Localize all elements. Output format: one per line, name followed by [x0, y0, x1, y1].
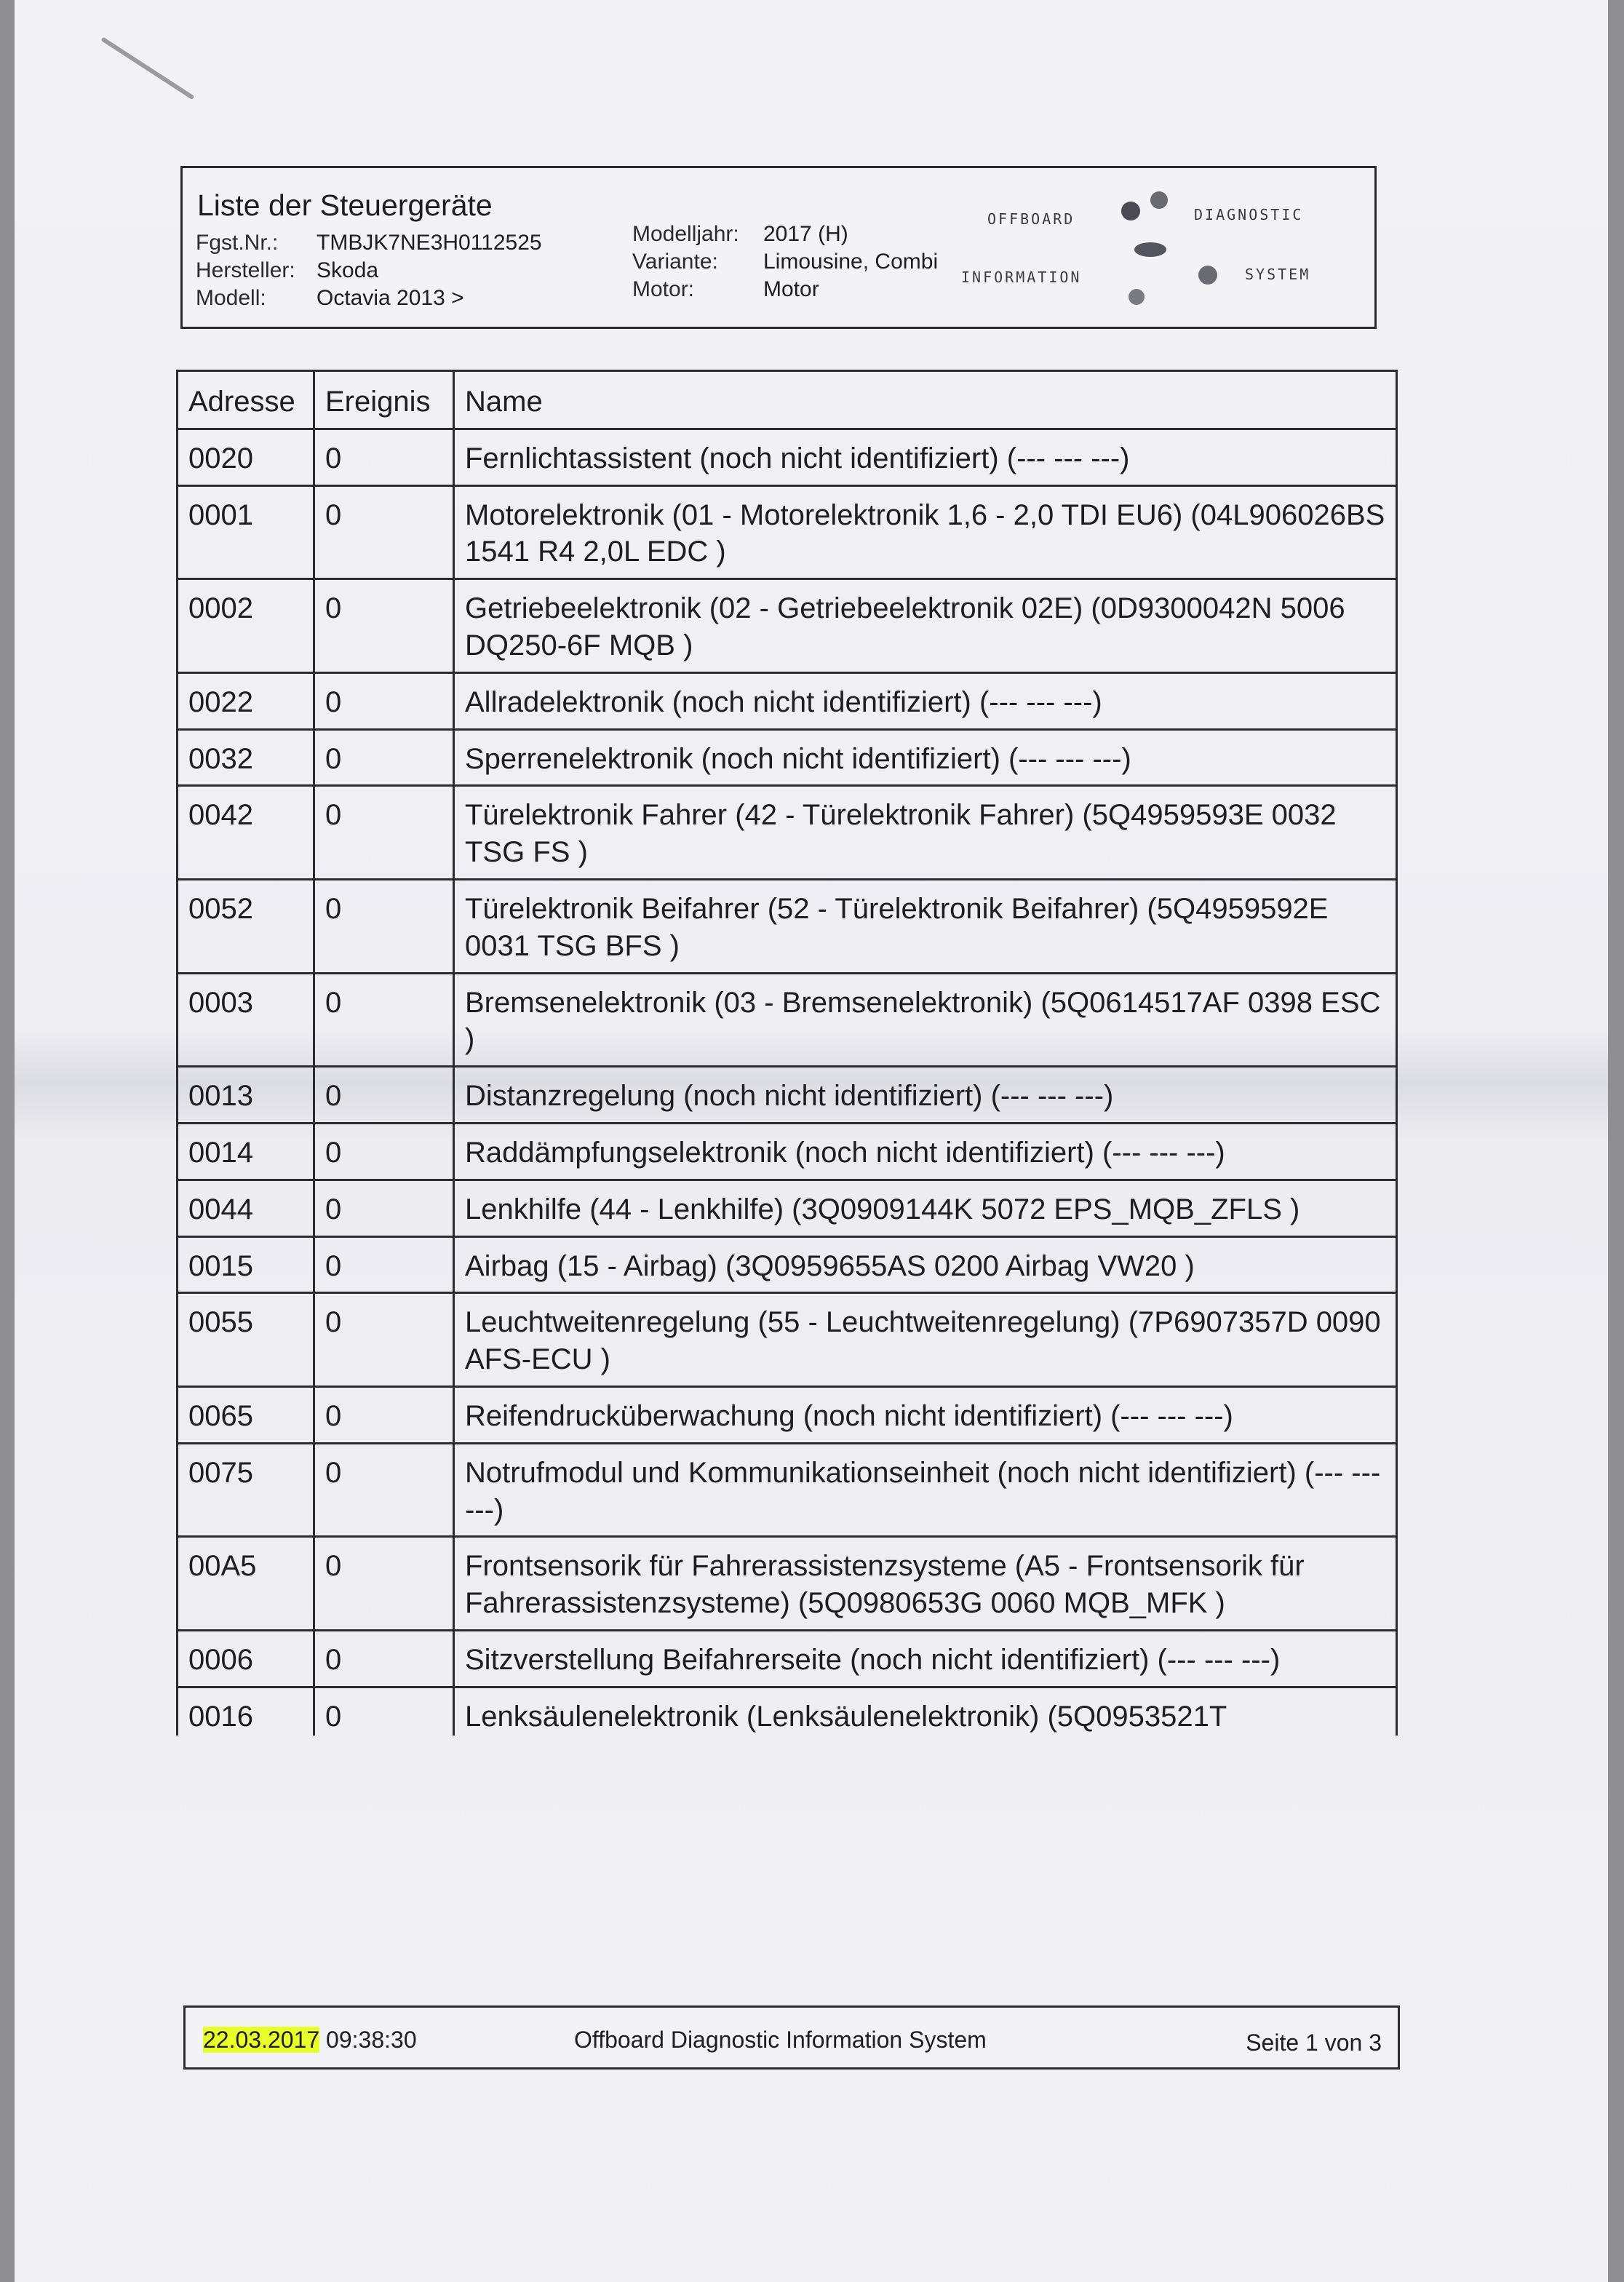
cell-adresse: 0016: [178, 1687, 314, 1735]
cell-ereignis: 0: [314, 1386, 454, 1443]
cell-name: Lenksäulenelektronik (Lenksäulenelektronik) (5Q0953521T: [454, 1687, 1397, 1735]
table-row: [178, 1293, 1397, 1387]
logo-word-system: SYSTEM: [1245, 266, 1311, 283]
cell-adresse: 0002: [178, 579, 314, 673]
logo-word-offboard: OFFBOARD: [987, 210, 1075, 228]
cell-name: Distanzregelung (noch nicht identifiziert) (--- --- ---): [454, 1067, 1397, 1124]
field-label: Fgst.Nr.:: [196, 231, 279, 255]
cell-ereignis: 0: [314, 1180, 454, 1236]
table-row: [178, 1067, 1397, 1124]
header-field-model: [196, 286, 464, 311]
cell-ereignis: 0: [314, 1687, 454, 1735]
page-number: Seite 1 von 3: [1246, 2029, 1382, 2056]
cell-adresse: 0015: [178, 1236, 314, 1293]
cell-ereignis: 0: [314, 1123, 454, 1180]
table-row: [178, 429, 1397, 485]
header-field-variant: [632, 250, 938, 274]
table-row: [178, 1537, 1397, 1631]
table-row: [178, 1687, 1397, 1735]
cell-name: Sperrenelektronik (noch nicht identifiziert) (--- --- ---): [454, 729, 1397, 786]
brand-badge-icon: [1134, 242, 1166, 257]
header-field-manufacturer: [196, 258, 378, 283]
odis-logo: [961, 180, 1369, 318]
brand-badge-icon: [1121, 202, 1140, 220]
cell-ereignis: 0: [314, 579, 454, 673]
cell-adresse: 0052: [178, 879, 314, 973]
logo-word-diagnostic: DIAGNOSTIC: [1194, 206, 1304, 223]
logo-word-information: INFORMATION: [961, 269, 1082, 286]
column-header-name: Name: [454, 371, 1397, 429]
cell-name: Airbag (15 - Airbag) (3Q0959655AS 0200 Airbag VW20 ): [454, 1236, 1397, 1293]
cell-name: Leuchtweitenregelung (55 - Leuchtweitenregelung) (7P6907357D 0090 AFS-ECU ): [454, 1293, 1397, 1387]
table-row: [178, 672, 1397, 729]
column-header-ereignis: Ereignis: [314, 371, 454, 429]
cell-ereignis: 0: [314, 729, 454, 786]
cell-adresse: 0032: [178, 729, 314, 786]
document-header: [180, 166, 1377, 329]
cell-name: Notrufmodul und Kommunikationseinheit (noch nicht identifiziert) (--- --- ---): [454, 1443, 1397, 1537]
cell-ereignis: 0: [314, 1630, 454, 1687]
cell-ereignis: 0: [314, 1537, 454, 1631]
control-unit-table: [176, 370, 1396, 1736]
field-value: Skoda: [317, 258, 379, 282]
cell-adresse: 00A5: [178, 1537, 314, 1631]
cell-name: Türelektronik Beifahrer (52 - Türelektronik Beifahrer) (5Q4959592E 0031 TSG BFS ): [454, 879, 1397, 973]
cell-ereignis: 0: [314, 1443, 454, 1537]
cell-ereignis: 0: [314, 1236, 454, 1293]
table-row: [178, 485, 1397, 579]
cell-ereignis: 0: [314, 485, 454, 579]
cell-adresse: 0003: [178, 973, 314, 1067]
cell-name: Sitzverstellung Beifahrerseite (noch nicht identifiziert) (--- --- ---): [454, 1630, 1397, 1687]
table-row: [178, 973, 1397, 1067]
cell-adresse: 0013: [178, 1067, 314, 1124]
table-row: [178, 1180, 1397, 1236]
cell-ereignis: 0: [314, 973, 454, 1067]
field-value: 2017 (H): [763, 222, 848, 246]
field-value: Motor: [763, 277, 819, 301]
cell-name: Bremsenelektronik (03 - Bremsenelektronik) (5Q0614517AF 0398 ESC ): [454, 973, 1397, 1067]
brand-badge-icon: [1129, 289, 1145, 305]
document-title: Liste der Steuergeräte: [197, 188, 493, 222]
brand-badge-icon: [1198, 266, 1217, 285]
header-field-model-year: [632, 222, 848, 247]
cell-name: Türelektronik Fahrer (42 - Türelektronik Fahrer) (5Q4959593E 0032 TSG FS ): [454, 786, 1397, 880]
field-value: TMBJK7NE3H0112525: [317, 231, 542, 255]
cell-ereignis: 0: [314, 879, 454, 973]
column-header-adresse: Adresse: [178, 371, 314, 429]
cell-adresse: 0065: [178, 1386, 314, 1443]
table-row: [178, 1630, 1397, 1687]
table-header-row: [178, 371, 1397, 429]
table-row: [178, 786, 1397, 880]
field-value: Octavia 2013 >: [317, 286, 464, 310]
print-time: 09:38:30: [319, 2027, 417, 2053]
brand-badge-icon: [1150, 191, 1168, 209]
paper-sheet: [15, 0, 1608, 2282]
cell-name: Allradelektronik (noch nicht identifiziert) (--- --- ---): [454, 672, 1397, 729]
staple-mark: [100, 36, 194, 100]
cell-adresse: 0014: [178, 1123, 314, 1180]
footer-system-name: Offboard Diagnostic Information System: [574, 2027, 987, 2053]
table-row: [178, 579, 1397, 673]
cell-adresse: 0075: [178, 1443, 314, 1537]
field-label: Modell:: [196, 286, 266, 310]
page-footer: [183, 2005, 1400, 2070]
cell-adresse: 0055: [178, 1293, 314, 1387]
field-label: Motor:: [632, 277, 695, 301]
cell-name: Getriebeelektronik (02 - Getriebeelektronik 02E) (0D9300042N 5006 DQ250-6F MQB ): [454, 579, 1397, 673]
table-row: [178, 879, 1397, 973]
highlighted-date: 22.03.2017: [203, 2027, 320, 2053]
cell-ereignis: 0: [314, 1067, 454, 1124]
cell-adresse: 0044: [178, 1180, 314, 1236]
print-timestamp: [203, 2027, 417, 2054]
table-row: [178, 1386, 1397, 1443]
cell-name: Reifendrucküberwachung (noch nicht identifiziert) (--- --- ---): [454, 1386, 1397, 1443]
cell-adresse: 0020: [178, 429, 314, 485]
cell-name: Frontsensorik für Fahrerassistenzsysteme (A5 - Frontsensorik für Fahrerassistenzsysteme) (5Q0980653G 0060 MQB_MFK ): [454, 1537, 1397, 1631]
cell-name: Motorelektronik (01 - Motorelektronik 1,6 - 2,0 TDI EU6) (04L906026BS 1541 R4 2,0L EDC ): [454, 485, 1397, 579]
cell-ereignis: 0: [314, 672, 454, 729]
cell-name: Fernlichtassistent (noch nicht identifiziert) (--- --- ---): [454, 429, 1397, 485]
header-field-engine: [632, 277, 819, 302]
table-row: [178, 1123, 1397, 1180]
cell-name: Raddämpfungselektronik (noch nicht identifiziert) (--- --- ---): [454, 1123, 1397, 1180]
header-field-vin: [196, 231, 542, 255]
table-row: [178, 1443, 1397, 1537]
cell-adresse: 0042: [178, 786, 314, 880]
cell-ereignis: 0: [314, 429, 454, 485]
table-row: [178, 1236, 1397, 1293]
field-label: Modelljahr:: [632, 222, 739, 246]
cell-adresse: 0022: [178, 672, 314, 729]
cell-adresse: 0001: [178, 485, 314, 579]
field-label: Variante:: [632, 250, 718, 274]
cell-ereignis: 0: [314, 786, 454, 880]
cell-adresse: 0006: [178, 1630, 314, 1687]
table-row: [178, 729, 1397, 786]
cell-ereignis: 0: [314, 1293, 454, 1387]
field-value: Limousine, Combi: [763, 250, 939, 274]
field-label: Hersteller:: [196, 258, 295, 282]
cell-name: Lenkhilfe (44 - Lenkhilfe) (3Q0909144K 5072 EPS_MQB_ZFLS ): [454, 1180, 1397, 1236]
